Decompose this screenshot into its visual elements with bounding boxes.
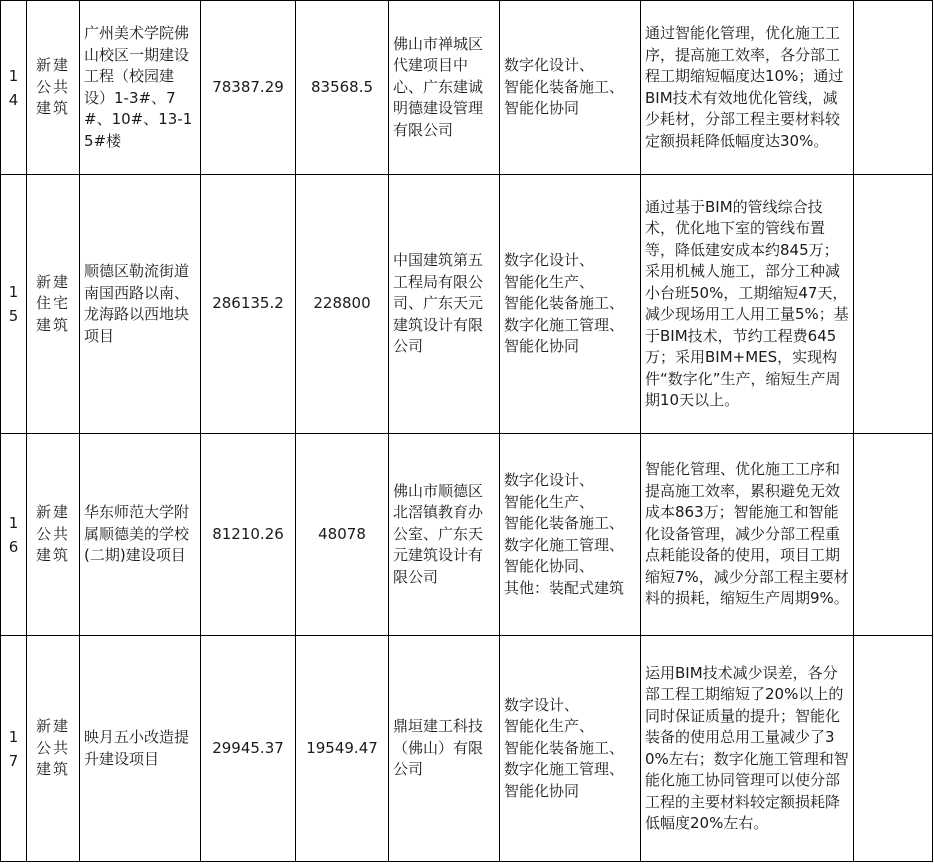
tech-item: 数字化设计、	[504, 251, 595, 270]
investment-cell	[296, 1, 389, 175]
units-cell	[389, 636, 500, 862]
project-name-cell	[80, 636, 201, 862]
building-type: 新建公共建筑	[35, 56, 70, 118]
table-row	[1, 636, 933, 862]
effect-text: 智能化管理、优化施工工序和提高施工效率，累积避免无效成本863万；智能施工和智能化设备管理，减少分部工程重点耗能设备的使用，项目工期缩短7%，减少分部工程主要材料的损耗，缩短生产周期9%。	[645, 460, 849, 608]
area-cell	[201, 175, 296, 434]
responsible-units: 鼎垣建工科技（佛山）有限公司	[393, 717, 484, 779]
row-number-digit: 1	[8, 66, 19, 85]
tech-item: 智能化生产、	[504, 272, 595, 291]
row-number-cell	[1, 175, 27, 434]
effect-cell	[641, 434, 854, 636]
remarks-cell	[854, 1, 933, 175]
investment-value: 48078	[318, 524, 366, 543]
tech-item: 智能化协同、	[504, 557, 595, 575]
effect-text: 通过智能化管理，优化施工工序，提高施工效率，各分部工程工期缩短幅度达10%；通过BIM技术有效地优化管线，减少耗材，分部工程主要材料较定额损耗降低幅度达30%。	[645, 24, 844, 150]
responsible-units: 佛山市禅城区代建项目中心、广东建诚明德建设管理有限公司	[393, 34, 484, 139]
units-cell	[389, 175, 500, 434]
project-name-cell	[80, 175, 201, 434]
tech-item: 数字化设计、	[504, 56, 595, 75]
effect-text: 通过基于BIM的管线综合技术，优化地下室的管线布置等，降低建安成本约845万；采用机械人施工，部分工种减小台班50%，工期缩短47天，减少现场用工人用工量5%；基于BIM技术，节约工程费645万；采用BIM+MES，实现构件“数字化”生产，缩短生产周期10天以上。	[645, 197, 849, 409]
table-row	[1, 1, 933, 175]
investment-value: 228800	[313, 294, 371, 313]
row-number-digit: 7	[8, 751, 19, 770]
project-name-cell	[80, 434, 201, 636]
remarks-cell	[854, 175, 933, 434]
investment-cell	[296, 434, 389, 636]
table-body	[1, 1, 933, 862]
row-number-digit: 6	[8, 537, 19, 556]
tech-item: 智能化装备施工、	[504, 77, 625, 96]
investment-value: 19549.47	[306, 738, 378, 757]
table-row	[1, 434, 933, 636]
investment-cell	[296, 175, 389, 434]
techs-cell	[500, 636, 641, 862]
area-cell	[201, 434, 296, 636]
tech-item: 数字化设计、	[504, 471, 595, 489]
tech-item: 智能化协同	[504, 99, 580, 118]
effect-cell	[641, 175, 854, 434]
tech-item: 智能化装备施工、	[504, 514, 625, 532]
effect-cell	[641, 1, 854, 175]
tech-item: 智能化协同	[504, 781, 580, 800]
building-type-cell	[27, 1, 80, 175]
units-cell	[389, 1, 500, 175]
tech-item: 数字化施工管理、	[504, 760, 625, 779]
building-type: 新建公共建筑	[35, 717, 70, 779]
table-row	[1, 175, 933, 434]
investment-cell	[296, 636, 389, 862]
project-name: 广州美术学院佛山校区一期建设工程（校园建设）1-3#、7#、10#、13-15#楼	[84, 24, 193, 150]
responsible-units: 佛山市顺德区北滘镇教育办公室、广东天元建筑设计有限公司	[393, 481, 484, 586]
remarks-cell	[854, 636, 933, 862]
project-name: 顺德区勒流街道南国西路以南、龙海路以西地块项目	[84, 262, 190, 345]
building-type: 新建住宅建筑	[35, 272, 70, 334]
techs-cell	[500, 1, 641, 175]
project-name: 华东师范大学附属顺德美的学校(二期)建设项目	[84, 503, 190, 565]
building-type-cell	[27, 434, 80, 636]
project-name: 映月五小改造提升建设项目	[84, 728, 190, 768]
tech-item: 智能化装备施工、	[504, 738, 625, 757]
tech-item: 数字设计、	[504, 695, 580, 714]
row-number-digit: 5	[8, 307, 19, 325]
effect-cell	[641, 636, 854, 862]
row-number-digit: 1	[8, 513, 19, 532]
tech-item: 智能化生产、	[504, 492, 595, 511]
area-value: 29945.37	[212, 738, 284, 757]
area-cell	[201, 1, 296, 175]
building-type-cell	[27, 636, 80, 862]
remarks-cell	[854, 434, 933, 636]
area-cell	[201, 636, 296, 862]
techs-cell	[500, 175, 641, 434]
tech-item: 其他：装配式建筑	[504, 578, 625, 597]
tech-item: 数字化施工管理、	[504, 535, 625, 554]
building-type-cell	[27, 175, 80, 434]
tech-item: 智能化协同	[504, 337, 580, 356]
tech-item: 数字化施工管理、	[504, 315, 625, 334]
tech-item: 智能化生产、	[504, 717, 595, 736]
area-value: 286135.2	[212, 294, 284, 313]
building-type: 新建公共建筑	[35, 503, 70, 565]
row-number-digit: 4	[8, 90, 19, 109]
effect-text: 运用BIM技术减少误差，各分部工程工期缩短了20%以上的同时保证质量的提升；智能化装备的使用总用工量减少了30%左右；数字化施工管理和智能化施工协同管理可以使分部工程的主要材料较定额损耗降低幅度20%左右。	[645, 663, 849, 832]
units-cell	[389, 434, 500, 636]
row-number-digit: 1	[8, 727, 19, 746]
area-value: 78387.29	[212, 77, 284, 96]
project-name-cell	[80, 1, 201, 175]
area-value: 81210.26	[212, 524, 284, 543]
row-number-cell	[1, 434, 27, 636]
investment-value: 83568.5	[310, 77, 374, 96]
row-number-cell	[1, 636, 27, 862]
row-number-digit: 1	[8, 283, 19, 301]
responsible-units: 中国建筑第五工程局有限公司、广东天元建筑设计有限公司	[393, 251, 484, 356]
tech-item: 智能化装备施工、	[504, 294, 625, 313]
row-number-cell	[1, 1, 27, 175]
techs-cell	[500, 434, 641, 636]
